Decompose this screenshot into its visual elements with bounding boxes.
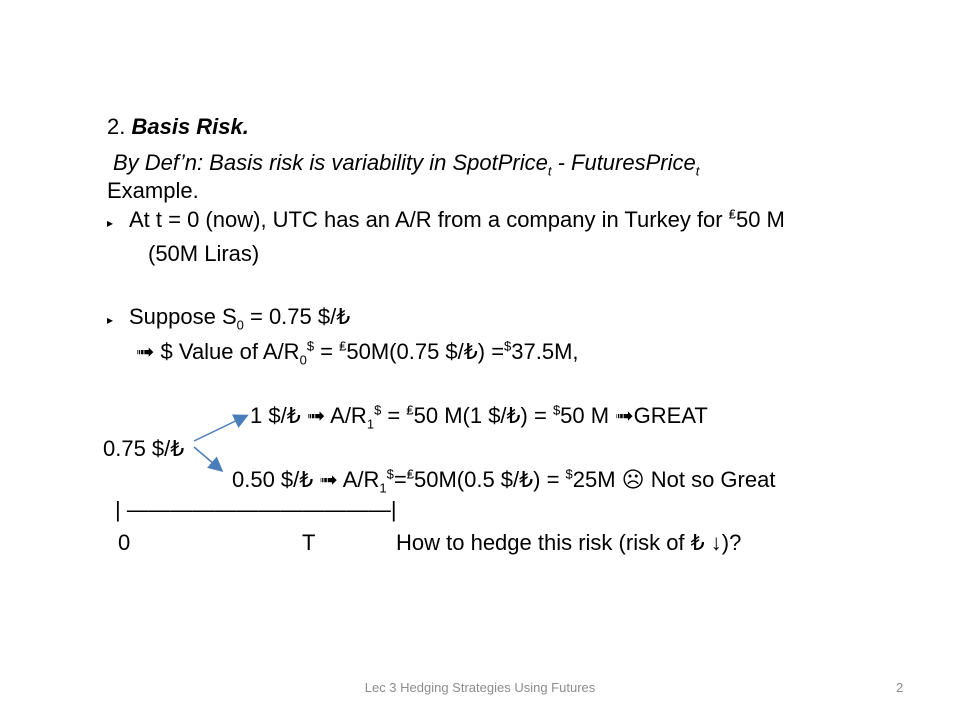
up-verdict: GREAT <box>633 403 708 428</box>
up-rate: 1 $/₺ <box>250 403 307 428</box>
down-sup: $ <box>386 466 394 482</box>
arrow-right-icon: ➟ <box>615 403 634 428</box>
page-number: 2 <box>896 680 904 695</box>
definition-sub-t2: t <box>695 163 700 179</box>
up-ar: A/R <box>325 403 367 428</box>
bullet2-rate: = 0.75 $/₺ <box>243 304 351 329</box>
section-number: 2. <box>107 114 132 139</box>
up-result: 50 M <box>560 403 616 428</box>
section-title: Basis Risk. <box>131 114 249 139</box>
footer-title: Lec 3 Hedging Strategies Using Futures <box>364 680 596 695</box>
timeline-start-label: 0 <box>118 530 131 555</box>
down-sub: 1 <box>379 480 387 496</box>
value-sup-dollar: $ <box>504 338 512 354</box>
value-sup-lira: ₤ <box>339 338 347 354</box>
bullet1-text: At t = 0 (now), UTC has an A/R from a company in Turkey for <box>129 207 729 232</box>
value-eq: = <box>314 339 340 364</box>
value-sup: $ <box>306 338 315 354</box>
up-calc: 50 M(1 $/₺) = <box>413 403 553 428</box>
up-sub: 1 <box>366 416 375 432</box>
base-rate: 0.75 $/₺ <box>103 436 185 461</box>
timeline-end-label: T <box>302 530 316 555</box>
hedge-question: How to hedge this risk (risk of ₺ ↓)? <box>396 530 742 555</box>
down-rate: 0.50 $/₺ <box>232 467 320 492</box>
down-result: 25M ☹ Not so Great <box>572 467 776 492</box>
up-sup-dollar: $ <box>552 402 561 418</box>
down-sup-lira: ₤ <box>406 466 414 482</box>
lira-sup: ₤ <box>728 206 736 222</box>
down-eq: = <box>393 467 407 492</box>
bullet-triangle-icon: ▸ <box>107 313 114 327</box>
down-sup-dollar: $ <box>565 466 573 482</box>
value-sub: 0 <box>299 352 307 368</box>
bullet2-text: Suppose S <box>129 304 237 329</box>
example-label: Example. <box>107 178 199 203</box>
up-sup: $ <box>374 402 382 418</box>
down-ar: A/R <box>337 467 380 492</box>
bullet1-amount: 50 M <box>735 207 785 232</box>
arrow-right-icon: ➟ <box>319 467 338 492</box>
definition-middle: - FuturesPrice <box>551 150 696 175</box>
down-calc: 50M(0.5 $/₺) = <box>413 467 566 492</box>
down-branch-arrow <box>194 447 221 470</box>
definition-sub-t1: t <box>547 163 552 179</box>
spot-sub: 0 <box>236 317 244 333</box>
value-text: $ Value of A/R <box>154 339 300 364</box>
bullet-triangle-icon: ▸ <box>107 216 114 230</box>
arrow-right-icon: ➟ <box>306 403 326 428</box>
value-result: 37.5M, <box>511 339 579 364</box>
bullet-continuation: (50M Liras) <box>148 241 260 266</box>
arrow-right-icon: ➟ <box>136 339 155 364</box>
up-sup-lira: ₤ <box>406 402 414 418</box>
timeline: | ————————————| <box>115 497 397 522</box>
definition-text: By Def’n: Basis risk is variability in SpotPrice <box>113 150 548 175</box>
up-branch-arrow <box>194 416 246 441</box>
up-eq: = <box>381 403 407 428</box>
value-calc: 50M(0.75 $/₺) = <box>346 339 505 364</box>
